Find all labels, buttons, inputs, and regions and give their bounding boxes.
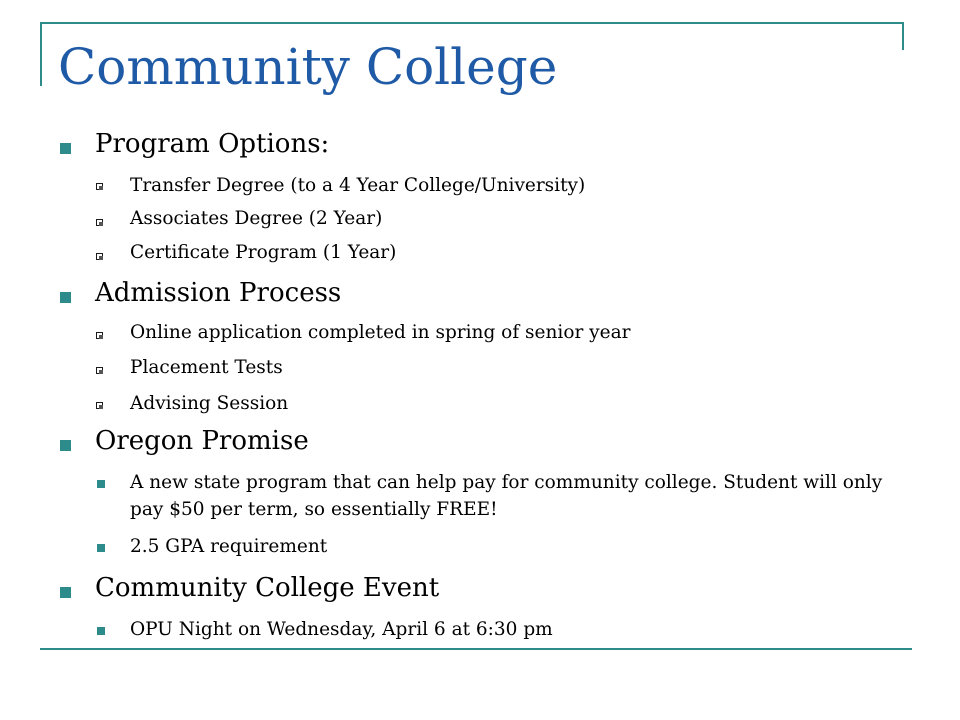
list-item: Certificate Program (1 Year)	[130, 242, 397, 263]
list-item: OPU Night on Wednesday, April 6 at 6:30 pm	[130, 619, 553, 640]
list-item: Advising Session	[130, 393, 289, 414]
square-bullet-icon	[97, 544, 105, 552]
hollow-square-bullet-icon	[96, 402, 103, 409]
section-heading: Community College Event	[95, 573, 440, 603]
section-bullet-icon	[60, 587, 71, 598]
list-item: Transfer Degree (to a 4 Year College/University)	[130, 175, 586, 196]
section-heading: Program Options:	[95, 129, 330, 159]
hollow-square-bullet-icon	[96, 253, 103, 260]
list-item: Associates Degree (2 Year)	[130, 208, 383, 229]
section-heading: Admission Process	[95, 278, 342, 308]
hollow-square-bullet-icon	[96, 332, 103, 339]
section-bullet-icon	[60, 292, 71, 303]
square-bullet-icon	[97, 480, 105, 488]
slide-title: Community College	[58, 38, 558, 96]
list-item: Online application completed in spring of senior year	[130, 322, 631, 343]
hollow-square-bullet-icon	[96, 219, 103, 226]
section-bullet-icon	[60, 440, 71, 451]
hollow-square-bullet-icon	[96, 367, 103, 374]
list-item: Placement Tests	[130, 357, 283, 378]
hollow-square-bullet-icon	[96, 183, 103, 190]
list-item: 2.5 GPA requirement	[130, 536, 328, 557]
section-heading: Oregon Promise	[95, 426, 309, 456]
section-bullet-icon	[60, 143, 71, 154]
list-item: A new state program that can help pay for community college. Student will only pay $50 per term, so essentially FREE!	[130, 472, 883, 520]
square-bullet-icon	[97, 627, 105, 635]
